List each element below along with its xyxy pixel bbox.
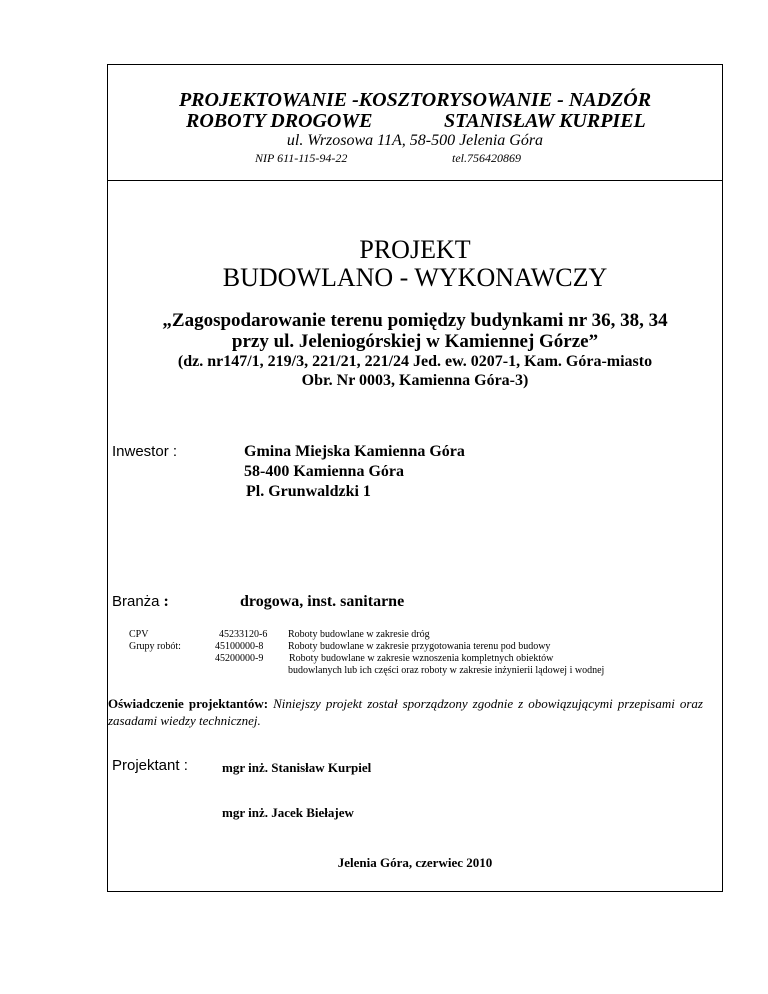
branch-value: drogowa, inst. sanitarne [240,593,405,610]
branch-label [112,592,169,612]
title-page-frame [107,64,723,892]
company-services-line: PROJEKTOWANIE -KOSZTORYSOWANIE - NADZÓR [178,89,652,111]
company-roads-line: ROBOTY DROGOWE [186,110,373,132]
cpv-desc-row: Roboty budowlane w zakresie przygotowania terenu pod budowy [288,641,551,652]
branch-label-colon: : [159,593,169,610]
investor-label: Inwestor : [112,443,178,460]
company-nip: NIP 611-115-94-22 [255,151,348,165]
company-address: ul. Wrzosowa 11A, 58-500 Jelenia Góra [286,132,544,149]
branch-label-text: Branża [112,593,160,610]
investor-street: Pl. Grunwaldzki 1 [246,483,371,500]
statement-text: Niniejszy projekt został sporządzony zgodnie z obowiązującymi przepisami oraz zasadami wiedzy technicznej. [108,696,703,728]
designer-label: Projektant : [112,757,188,774]
designers-statement [108,695,703,729]
designer-name-2: mgr inż. Jacek Biełajew [222,805,354,820]
investor-postal: 58-400 Kamienna Góra [244,463,404,480]
cpv-code-row: 45233120-6 [219,629,268,640]
cpv-desc-row: Roboty budowlane w zakresie wznoszenia kompletnych obiektów [289,653,554,664]
project-subject-line2: przy ul. Jeleniogórskiej w Kamiennej Górze” [231,331,599,352]
cpv-desc-row: Roboty budowlane w zakresie dróg [288,629,430,640]
cpv-desc-continuation: budowlanych lub ich części oraz roboty w zakresie inżynierii lądowej i wodnej [288,665,605,676]
cpv-code-row: 45200000-9 [215,653,264,664]
statement-label: Oświadczenie projektantów: [108,696,269,711]
project-title-line1: PROJEKT [359,235,471,264]
cpv-label: CPV [129,629,149,640]
investor-name: Gmina Miejska Kamienna Góra [244,443,465,460]
place-and-date: Jelenia Góra, czerwiec 2010 [337,855,493,870]
plot-numbers-line1: (dz. nr147/1, 219/3, 221/21, 221/24 Jed. ew. 0207-1, Kam. Góra-miasto [177,353,653,370]
cpv-code-row: 45100000-8 [215,641,264,652]
project-subject-line1: „Zagospodarowanie terenu pomiędzy budynkami nr 36, 38, 34 [162,310,668,331]
header-divider [108,180,722,181]
designer-name-1: mgr inż. Stanisław Kurpiel [222,760,372,775]
company-phone: tel.756420869 [452,151,521,165]
project-title-line2: BUDOWLANO - WYKONAWCZY [222,263,608,292]
company-owner-name: STANISŁAW KURPIEL [444,110,646,132]
plot-numbers-line2: Obr. Nr 0003, Kamienna Góra-3) [301,372,529,389]
work-groups-label: Grupy robót: [129,641,181,652]
